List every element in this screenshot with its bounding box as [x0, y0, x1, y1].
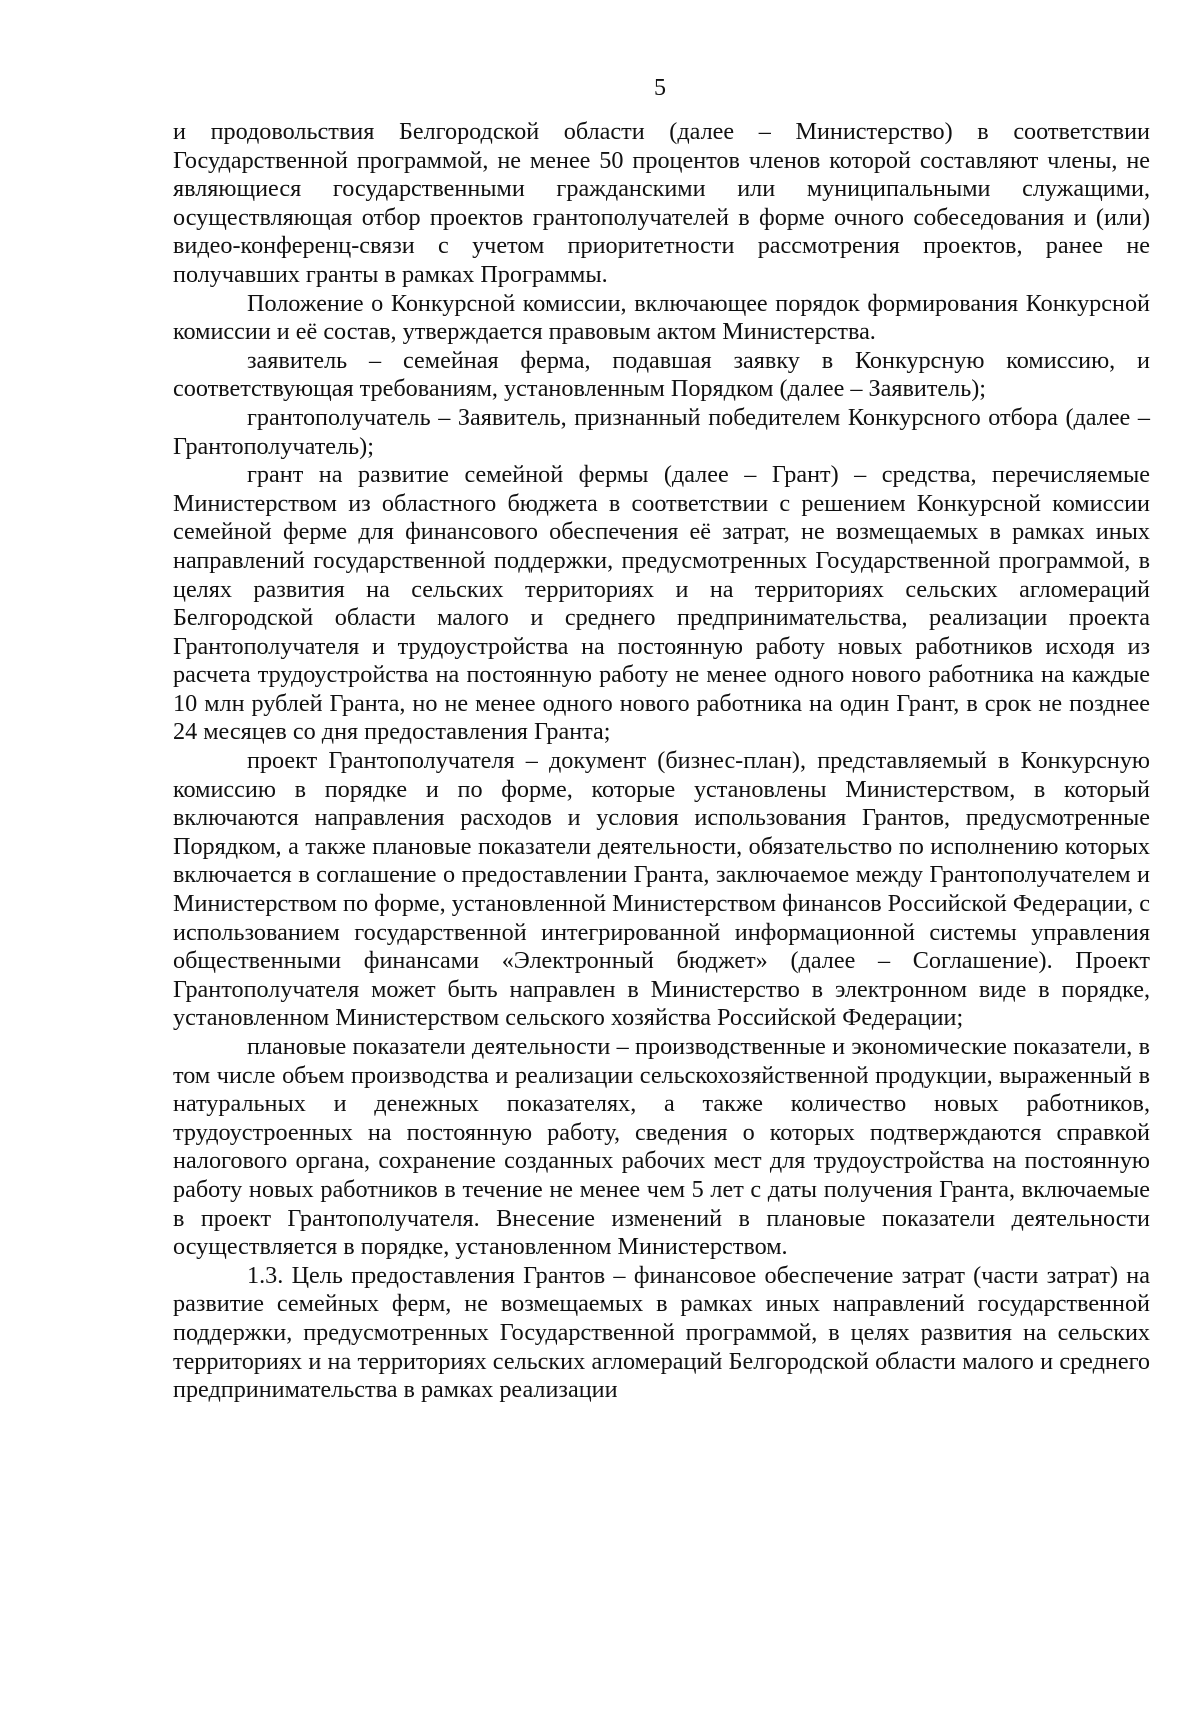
paragraph-grant-definition: грант на развитие семейной фермы (далее – Грант) – средства, перечисляемые Министерством из областного бюджета в соответствии с решением Конкурсной комиссии семейной ферме для финансового обеспечения её затрат, не возмещаемых в рамках иных направлений государственной поддержки, предусмотренных Государственной программой, в целях развития на сельских территориях и на территориях сельских агломераций Белгородской области малого и среднего предпринимательства, реализации проекта Грантополучателя и трудоустройства на постоянную работу новых работников исходя из расчета трудоустройства на постоянную работу не менее одного нового работника на каждые 10 млн рублей Гранта, но не менее одного нового работника на один Грант, в срок не позднее 24 месяцев со дня предоставления Гранта;: [173, 461, 1150, 746]
paragraph-grant-purpose: 1.3. Цель предоставления Грантов – финансовое обеспечение затрат (части затрат) на развитие семейных ферм, не возмещаемых в рамках иных направлений государственной поддержки, предусмотренных Государственной программой, в целях развития на сельских территориях и на территориях сельских агломераций Белгородской области малого и среднего предпринимательства в рамках реализации: [173, 1261, 1150, 1404]
document-body: [173, 118, 1150, 1405]
paragraph-project-definition: проект Грантополучателя – документ (бизнес-план), представляемый в Конкурсную комиссию в порядке и по форме, которые установлены Министерством, в который включаются направления расходов и условия использования Грантов, предусмотренные Порядком, а также плановые показатели деятельности, обязательство по исполнению которых включается в соглашение о предоставлении Гранта, заключаемое между Грантополучателем и Министерством по форме, установленной Министерством финансов Российской Федерации, с использованием государственной интегрированной информационной системы управления общественными финансами «Электронный бюджет» (далее – Соглашение). Проект Грантополучателя может быть направлен в Министерство в электронном виде в порядке, установленном Министерством сельского хозяйства Российской Федерации;: [173, 747, 1150, 1032]
paragraph-grantee-definition: грантополучатель – Заявитель, признанный победителем Конкурсного отбора (далее – Грантополучатель);: [173, 403, 1150, 460]
paragraph-indicators-definition: плановые показатели деятельности – производственные и экономические показатели, в том числе объем производства и реализации сельскохозяйственной продукции, выраженный в натуральных и денежных показателях, а также количество новых работников, трудоустроенных на постоянную работу, сведения о которых подтверждаются справкой налогового органа, сохранение созданных рабочих мест для трудоустройства на постоянную работу новых работников в течение не менее чем 5 лет с даты получения Гранта, включаемые в проект Грантополучателя. Внесение изменений в плановые показатели деятельности осуществляется в порядке, установленном Министерством.: [173, 1033, 1150, 1261]
paragraph-applicant-definition: заявитель – семейная ферма, подавшая заявку в Конкурсную комиссию, и соответствующая требованиям, установленным Порядком (далее – Заявитель);: [173, 346, 1150, 403]
paragraph-commission-regulation: Положение о Конкурсной комиссии, включающее порядок формирования Конкурсной комиссии и её состав, утверждается правовым актом Министерства.: [173, 289, 1150, 346]
page-number: 5: [654, 75, 666, 101]
paragraph-ministry-commission: и продовольствия Белгородской области (далее – Министерство) в соответствии Государственной программой, не менее 50 процентов членов которой составляют члены, не являющиеся государственными гражданскими или муниципальными служащими, осуществляющая отбор проектов грантополучателей в форме очного собеседования и (или) видео-конференц-связи с учетом приоритетности рассмотрения проектов, ранее не получавших гранты в рамках Программы.: [173, 118, 1150, 288]
